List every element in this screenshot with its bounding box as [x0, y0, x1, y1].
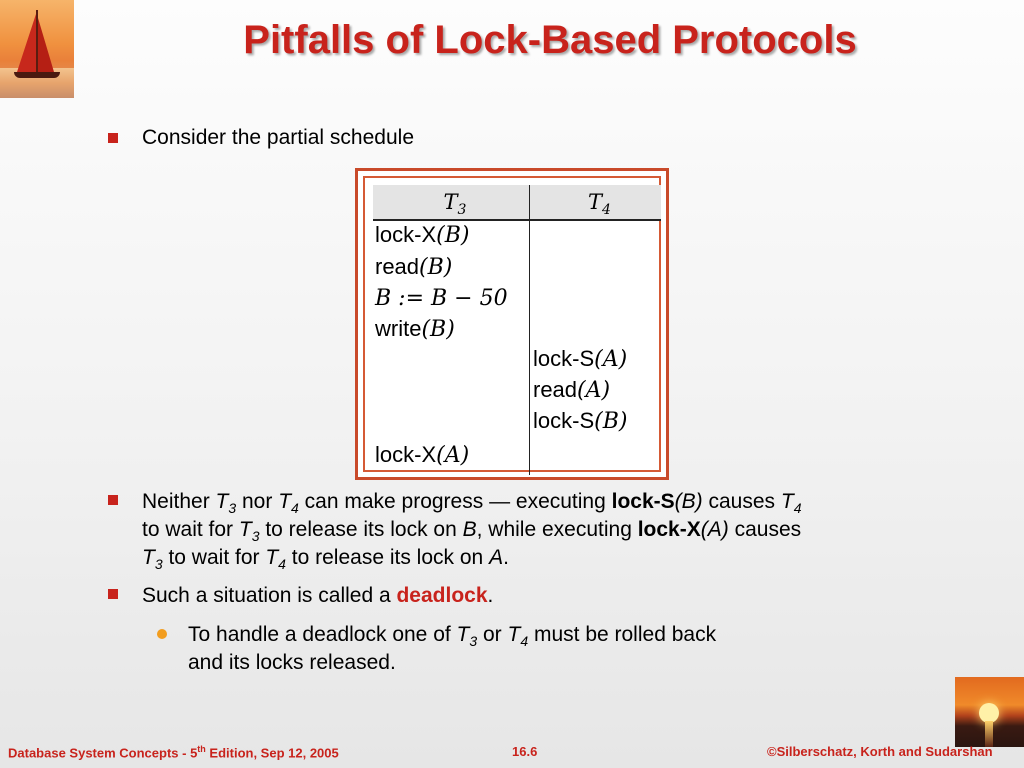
sailboat-logo-icon [0, 0, 74, 98]
bullet-deadlock-text: Such a situation is called a deadlock. [142, 584, 494, 607]
t4-op-lock-s-a: lock-S(A) [533, 346, 628, 372]
bullet-marker [108, 495, 118, 505]
t3-op-lock-x-b: lock-X(B) [375, 222, 470, 248]
sub-bullet-line2: and its locks released. [188, 651, 396, 674]
header-t4: $T_4$ [588, 190, 611, 219]
sub-bullet-marker [157, 629, 167, 639]
schedule-table-inner [363, 176, 661, 472]
deadlock-term: deadlock [396, 584, 488, 607]
bullet-neither-line3: $T_3$ to wait for $T_4$ to release its lock on A. [142, 546, 509, 573]
footer-page-number: 16.6 [512, 744, 538, 759]
header-t3: $T_3$ [443, 190, 467, 219]
column-divider [529, 185, 530, 475]
bullet-consider-text: Consider the partial schedule [142, 126, 414, 149]
sunset-image-icon [955, 677, 1024, 747]
bullet-neither-line1: Neither $T_3$ nor $T_4$ can make progress — executing lock-S(B) causes $T_4$ [142, 490, 802, 517]
t3-op-lock-x-a: lock-X(A) [375, 442, 470, 468]
schedule-header [373, 185, 661, 221]
footer-left: Database System Concepts - 5th Edition, Sep 12, 2005 [8, 744, 339, 761]
t3-op-read-b: read(B) [375, 254, 453, 280]
bullet-marker [108, 133, 118, 143]
bullet-marker [108, 589, 118, 599]
schedule-table [355, 168, 669, 480]
bullet-neither-line2: to wait for $T_3$ to release its lock on B, while executing lock-X(A) causes [142, 518, 802, 545]
t4-op-read-a: read(A) [533, 377, 611, 403]
t3-op-write-b: write(B) [375, 316, 455, 342]
t4-op-lock-s-b: lock-S(B) [533, 408, 628, 434]
slide-title: Pitfalls of Lock-Based Protocols [243, 18, 857, 62]
footer-right: ©Silberschatz, Korth and Sudarshan [767, 744, 993, 759]
sub-bullet-line1: To handle a deadlock one of $T_3$ or $T_4$ must be rolled back [188, 623, 717, 650]
t3-op-assign-b: B := B − 50 [375, 286, 508, 311]
